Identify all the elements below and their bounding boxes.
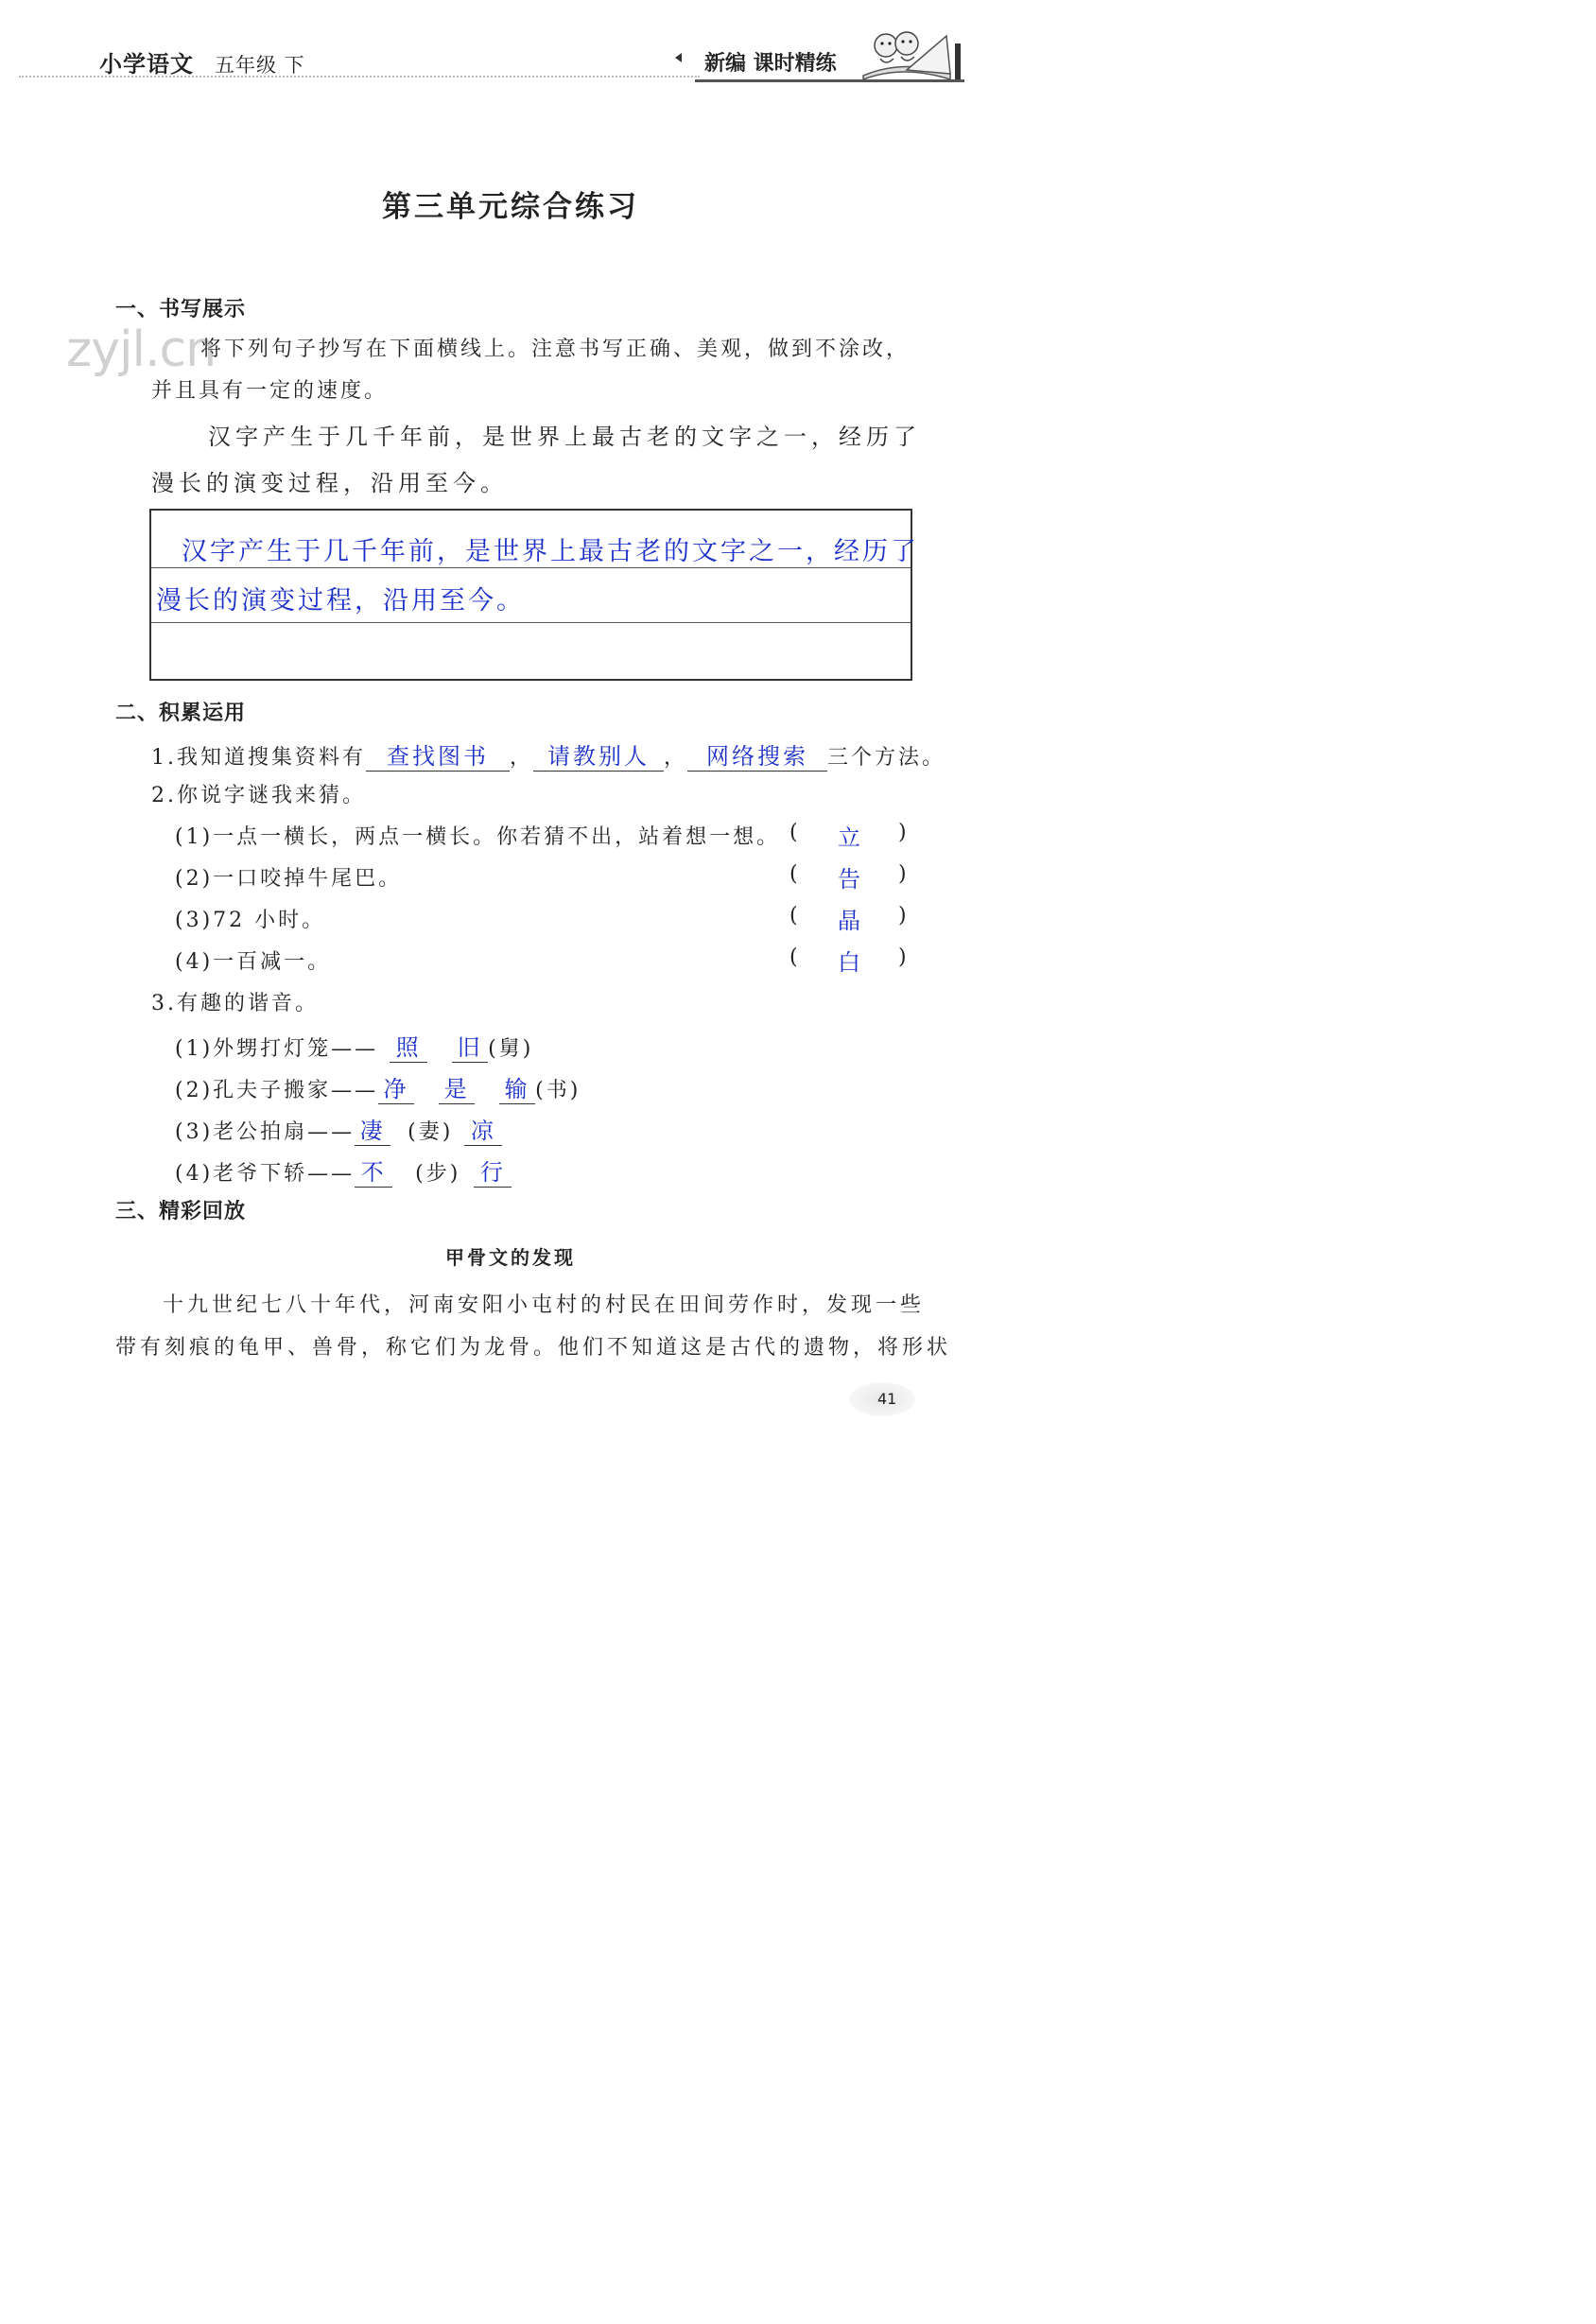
q3-mid: (步) xyxy=(415,1162,461,1186)
article-para-2: 带有刻痕的龟甲、兽骨，称它们为龙骨。他们不知道这是古代的遗物，将形状 xyxy=(115,1336,952,1360)
page-number: 41 xyxy=(877,1390,897,1408)
unit-title: 第三单元综合练习 xyxy=(382,190,639,224)
q1-comma: ， xyxy=(664,746,688,770)
q3-prompt: 3.有趣的谐音。 xyxy=(151,992,319,1015)
q3-tail: (舅) xyxy=(488,1037,534,1061)
passage-line-1: 汉字产生于几千年前，是世界上最古老的文字之一，经历了 xyxy=(208,424,921,450)
instruction-line-2: 并且具有一定的速度。 xyxy=(151,379,389,403)
q3-blank[interactable]: 照 xyxy=(390,1029,427,1063)
triangle-left-icon xyxy=(675,53,682,62)
article-title: 甲骨文的发现 xyxy=(445,1246,576,1269)
book-mascot-icon xyxy=(856,17,955,81)
q2-paren-open: ( xyxy=(789,862,801,886)
q3-blank[interactable]: 是 xyxy=(439,1070,475,1104)
q2-paren-close: ) xyxy=(898,904,910,928)
q3-blank[interactable]: 行 xyxy=(474,1153,512,1188)
section-1-heading: 一、书写展示 xyxy=(115,298,247,321)
q1-line xyxy=(151,737,945,772)
q2-item-1: (1)一点一横长，两点一横长。你若猜不出，站着想一想。 xyxy=(175,825,781,849)
series-bar-end xyxy=(955,43,961,79)
copy-handwriting-2[interactable]: 漫长的演变过程，沿用至今。 xyxy=(156,586,525,616)
copy-handwriting-1[interactable]: 汉字产生于几千年前，是世界上最古老的文字之一，经历了 xyxy=(182,537,919,566)
q3-blank[interactable]: 凄 xyxy=(355,1112,390,1146)
q3-item-4 xyxy=(175,1153,512,1188)
q2-paren-open: ( xyxy=(789,945,801,969)
section-2-heading: 二、积累运用 xyxy=(115,702,247,725)
q3-item-text: (1)外甥打灯笼—— xyxy=(175,1037,379,1061)
q1-prefix: 1.我知道搜集资料有 xyxy=(151,746,366,770)
q3-item-text: (2)孔夫子搬家—— xyxy=(175,1079,379,1102)
q3-item-1 xyxy=(175,1029,533,1063)
series-label: 新编 课时精练 xyxy=(704,52,837,76)
q3-blank[interactable]: 净 xyxy=(378,1070,414,1104)
q2-paren-open: ( xyxy=(789,904,801,928)
q2-paren-close: ) xyxy=(898,821,910,844)
q2-paren-close: ) xyxy=(898,862,910,886)
q2-answer-2[interactable]: 告 xyxy=(838,866,860,893)
article-para-1: 十九世纪七八十年代，河南安阳小屯村的村民在田间劳作时，发现一些 xyxy=(163,1293,926,1317)
q3-blank[interactable]: 输 xyxy=(499,1070,535,1104)
q2-prompt: 2.你说字谜我来猜。 xyxy=(151,784,366,807)
q3-blank[interactable]: 旧 xyxy=(452,1029,488,1063)
q1-blank-3[interactable]: 网络搜索 xyxy=(687,737,827,772)
copy-box-rule xyxy=(151,567,911,568)
subject-label: 小学语文 xyxy=(99,51,194,78)
passage-line-2: 漫长的演变过程，沿用至今。 xyxy=(151,470,508,496)
watermark: zyjl.cn xyxy=(66,321,217,378)
q3-item-text: (3)老公拍扇—— xyxy=(175,1120,356,1144)
q1-blank-2[interactable]: 请教别人 xyxy=(533,737,664,772)
q2-item-2: (2)一口咬掉牛尾巴。 xyxy=(175,867,403,891)
q3-blank[interactable]: 不 xyxy=(355,1153,392,1188)
q3-item-2 xyxy=(175,1070,581,1104)
copy-box-rule xyxy=(151,622,911,623)
q2-paren-open: ( xyxy=(789,821,801,844)
q3-item-text: (4)老爷下轿—— xyxy=(175,1162,356,1186)
q2-item-4: (4)一百减一。 xyxy=(175,950,332,974)
q2-answer-3[interactable]: 晶 xyxy=(838,908,860,934)
q3-item-3 xyxy=(175,1112,502,1146)
section-3-heading: 三、精彩回放 xyxy=(115,1200,247,1223)
q2-answer-1[interactable]: 立 xyxy=(838,824,860,851)
q3-tail: (书) xyxy=(535,1079,581,1102)
q1-suffix: 三个方法。 xyxy=(827,746,946,770)
q2-item-3: (3)72 小时。 xyxy=(175,909,326,932)
header-subject xyxy=(99,45,305,78)
instruction-line-1: 将下列句子抄写在下面横线上。注意书写正确、美观，做到不涂改， xyxy=(200,338,911,361)
q3-mid: (妻) xyxy=(408,1120,454,1144)
q1-blank-1[interactable]: 查找图书 xyxy=(366,737,510,772)
q1-comma: ， xyxy=(510,746,534,770)
q2-answer-4[interactable]: 白 xyxy=(838,949,860,976)
q2-paren-close: ) xyxy=(898,945,910,969)
q3-blank[interactable]: 凉 xyxy=(464,1112,502,1146)
grade-label: 五年级 下 xyxy=(215,54,305,77)
